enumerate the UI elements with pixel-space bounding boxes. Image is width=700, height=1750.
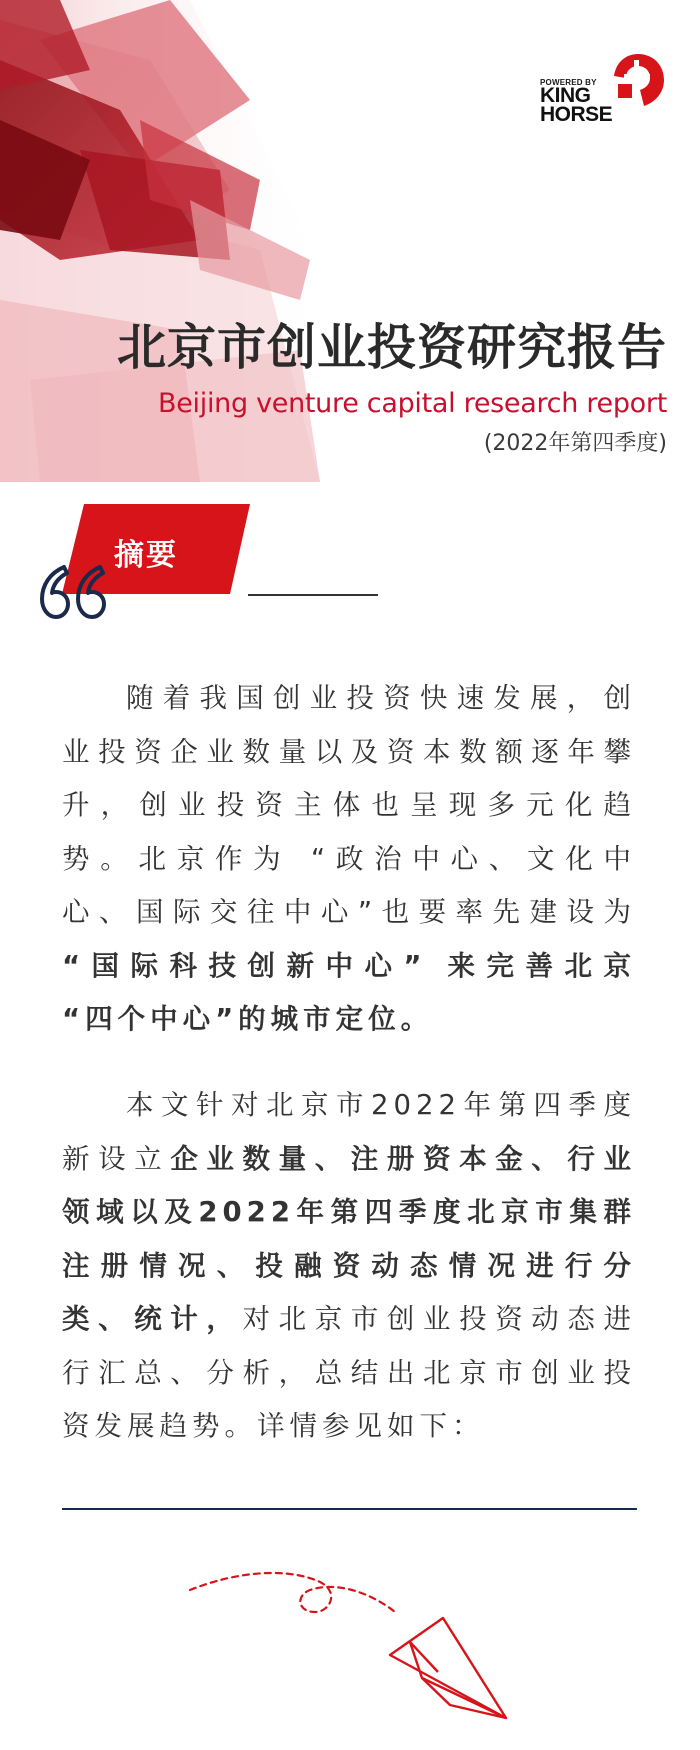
bold-text: 注册情况、投融资动态情况进行分 bbox=[62, 1249, 636, 1282]
paragraph-line-bold bbox=[62, 1186, 636, 1240]
abstract-paragraph-1 bbox=[62, 672, 636, 1047]
paragraph-line bbox=[62, 1293, 636, 1347]
king-horse-logo-icon bbox=[610, 50, 666, 112]
paragraph-line-bold bbox=[62, 1240, 636, 1294]
paragraph-line-bold bbox=[62, 940, 636, 994]
paragraph-line: 资发展趋势。详情参见如下： bbox=[62, 1410, 485, 1442]
paragraph-line: 心、国际交往中心”也要率先建设为 bbox=[62, 896, 636, 928]
paragraph-line bbox=[62, 1133, 636, 1187]
bold-text: 类、统计， bbox=[62, 1303, 243, 1335]
bold-text: “国际科技创新中心” 来完善北京 bbox=[62, 949, 636, 982]
logo-brand-king: KING bbox=[540, 84, 591, 107]
report-title-english: Beijing venture capital research report bbox=[158, 388, 667, 419]
paragraph-line: 行汇总、分析，总结出北京市创业投 bbox=[62, 1356, 636, 1389]
abstract-paragraph-2 bbox=[62, 1079, 636, 1454]
report-title-chinese: 北京市创业投资研究报告 bbox=[116, 319, 667, 376]
section-divider bbox=[62, 1508, 637, 1510]
logo-powered-by-text: POWERED BY bbox=[540, 78, 597, 87]
bold-text: 企业数量、注册资本金、行业 bbox=[170, 1142, 637, 1175]
report-period: (2022年第四季度) bbox=[483, 431, 667, 456]
paragraph-line: 升，创业投资主体也呈现多元化趋 bbox=[62, 789, 636, 821]
bold-text: 领域以及2022年第四季度北京市集群 bbox=[62, 1196, 636, 1228]
paragraph-line: 随着我国创业投资快速发展，创 bbox=[126, 682, 636, 714]
bold-text: “四个中心”的城市定位。 bbox=[62, 1003, 434, 1035]
paragraph-line: 本文针对北京市2022年第四季度 bbox=[126, 1089, 636, 1121]
king-horse-logo bbox=[540, 48, 665, 128]
plain-text: 新设立 bbox=[62, 1142, 171, 1175]
abstract-underline bbox=[248, 594, 378, 596]
paragraph-line: 业投资企业数量以及资本数额逐年攀 bbox=[62, 735, 636, 768]
paragraph-line: 势。北京作为 “政治中心、文化中 bbox=[62, 842, 636, 875]
abstract-tag-label: 摘要 bbox=[114, 538, 178, 573]
quote-icon bbox=[36, 563, 108, 621]
header-banner bbox=[0, 0, 700, 482]
logo-brand-horse: HORSE bbox=[540, 103, 613, 126]
paragraph-line-bold bbox=[62, 993, 636, 1047]
plain-text: 对北京市创业投资动态进 bbox=[242, 1303, 636, 1335]
paper-plane-icon bbox=[180, 1560, 520, 1730]
